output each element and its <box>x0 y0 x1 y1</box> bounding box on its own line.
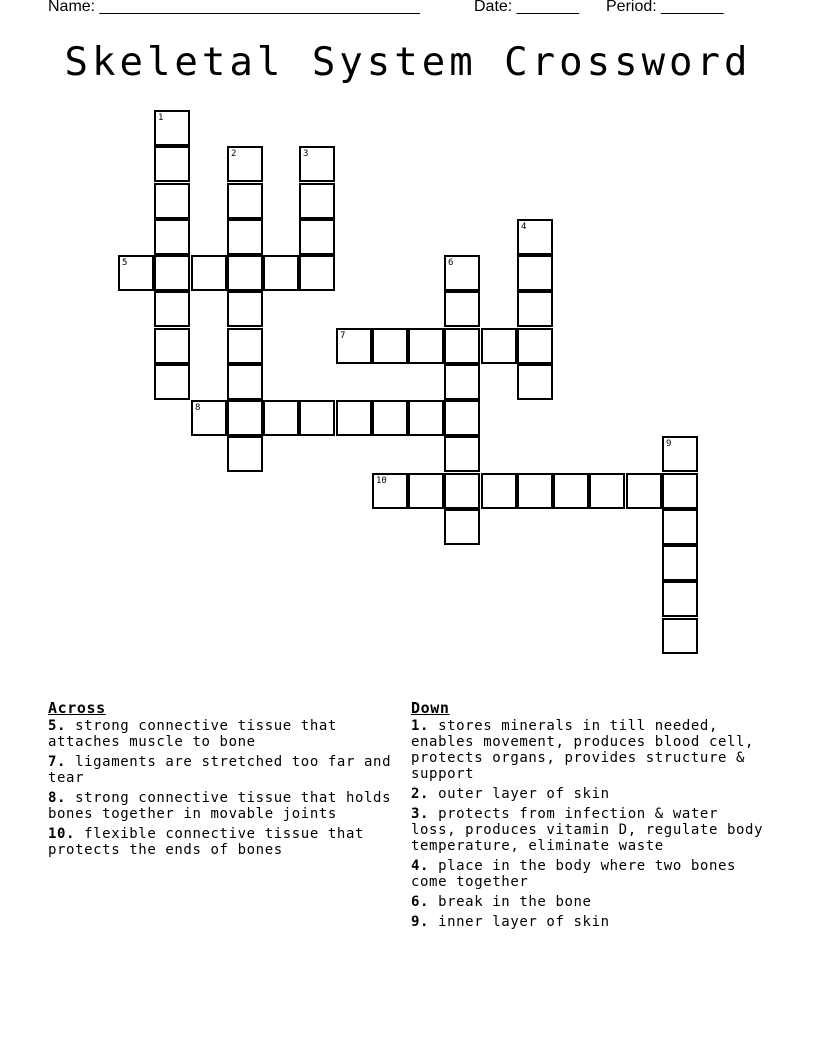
grid-cell[interactable] <box>263 400 299 436</box>
clue-across-7: 7. ligaments are stretched too far and tear <box>48 754 392 786</box>
grid-cell[interactable] <box>154 328 190 364</box>
grid-cell[interactable] <box>662 436 698 472</box>
grid-cell[interactable] <box>227 328 263 364</box>
grid-cell[interactable] <box>227 255 263 291</box>
grid-cell[interactable] <box>517 364 553 400</box>
grid-cell[interactable] <box>227 364 263 400</box>
clue-down-6: 6. break in the bone <box>411 894 592 910</box>
grid-cell[interactable] <box>154 219 190 255</box>
clue-number-1: 1 <box>158 113 164 123</box>
period-field[interactable]: Period: _______ <box>606 0 724 15</box>
grid-cell[interactable] <box>481 473 517 509</box>
clue-number-9: 9 <box>666 439 672 449</box>
clue-number-2: 2 <box>231 149 237 159</box>
grid-cell[interactable] <box>154 110 190 146</box>
grid-cell[interactable] <box>589 473 625 509</box>
across-heading: Across <box>48 699 106 717</box>
grid-cell[interactable] <box>263 255 299 291</box>
grid-cell[interactable] <box>662 473 698 509</box>
grid-cell[interactable] <box>408 328 444 364</box>
down-heading: Down <box>411 699 450 717</box>
grid-cell[interactable] <box>154 255 190 291</box>
grid-cell[interactable] <box>553 473 589 509</box>
page-title: Skeletal System Crossword <box>64 40 752 85</box>
clue-number-5: 5 <box>122 258 128 268</box>
grid-cell[interactable] <box>444 364 480 400</box>
clue-number-7: 7 <box>340 331 346 341</box>
grid-cell[interactable] <box>154 291 190 327</box>
grid-cell[interactable] <box>227 400 263 436</box>
grid-cell[interactable] <box>227 436 263 472</box>
clue-number-6: 6 <box>448 258 454 268</box>
grid-cell[interactable] <box>372 400 408 436</box>
grid-cell[interactable] <box>191 400 227 436</box>
grid-cell[interactable] <box>444 400 480 436</box>
clue-down-4: 4. place in the body where two bones come together <box>411 858 737 890</box>
name-field[interactable]: Name: ____________________________________ <box>48 0 420 15</box>
grid-cell[interactable] <box>154 183 190 219</box>
grid-cell[interactable] <box>336 400 372 436</box>
grid-cell[interactable] <box>336 328 372 364</box>
grid-cell[interactable] <box>444 473 480 509</box>
grid-cell[interactable] <box>408 400 444 436</box>
grid-cell[interactable] <box>444 436 480 472</box>
clue-down-1: 1. stores minerals in till needed, enables movement, produces blood cell, protects organs, provides structure & support <box>411 718 755 782</box>
grid-cell[interactable] <box>662 509 698 545</box>
clue-number-3: 3 <box>303 149 309 159</box>
grid-cell[interactable] <box>299 183 335 219</box>
grid-cell[interactable] <box>227 183 263 219</box>
clue-down-2: 2. outer layer of skin <box>411 786 610 802</box>
grid-cell[interactable] <box>299 400 335 436</box>
grid-cell[interactable] <box>227 219 263 255</box>
across-clues <box>48 700 403 862</box>
grid-cell[interactable] <box>444 328 480 364</box>
clue-across-8: 8. strong connective tissue that holds bones together in movable joints <box>48 790 392 822</box>
grid-cell[interactable] <box>481 328 517 364</box>
grid-cell[interactable] <box>227 146 263 182</box>
grid-cell[interactable] <box>662 545 698 581</box>
clue-number-8: 8 <box>195 403 201 413</box>
grid-cell[interactable] <box>227 291 263 327</box>
clue-down-9: 9. inner layer of skin <box>411 914 610 930</box>
grid-cell[interactable] <box>662 618 698 654</box>
down-clues <box>411 700 766 934</box>
clue-down-3: 3. protects from infection & water loss, produces vitamin D, regulate body temperature, eliminate waste <box>411 806 764 854</box>
grid-cell[interactable] <box>191 255 227 291</box>
grid-cell[interactable] <box>299 146 335 182</box>
grid-cell[interactable] <box>372 328 408 364</box>
grid-cell[interactable] <box>299 219 335 255</box>
date-field[interactable]: Date: _______ <box>474 0 579 15</box>
grid-cell[interactable] <box>154 364 190 400</box>
grid-cell[interactable] <box>626 473 662 509</box>
grid-cell[interactable] <box>517 291 553 327</box>
grid-cell[interactable] <box>517 255 553 291</box>
clue-across-10: 10. flexible connective tissue that protects the ends of bones <box>48 826 365 858</box>
grid-cell[interactable] <box>444 509 480 545</box>
grid-cell[interactable] <box>408 473 444 509</box>
grid-cell[interactable] <box>154 146 190 182</box>
grid-cell[interactable] <box>299 255 335 291</box>
grid-cell[interactable] <box>444 291 480 327</box>
grid-cell[interactable] <box>372 473 408 509</box>
clue-across-5: 5. strong connective tissue that attaches muscle to bone <box>48 718 337 750</box>
grid-cell[interactable] <box>517 328 553 364</box>
grid-cell[interactable] <box>118 255 154 291</box>
grid-cell[interactable] <box>517 219 553 255</box>
clue-number-10: 10 <box>376 476 387 486</box>
clue-number-4: 4 <box>521 222 527 232</box>
grid-cell[interactable] <box>662 581 698 617</box>
grid-cell[interactable] <box>444 255 480 291</box>
grid-cell[interactable] <box>517 473 553 509</box>
